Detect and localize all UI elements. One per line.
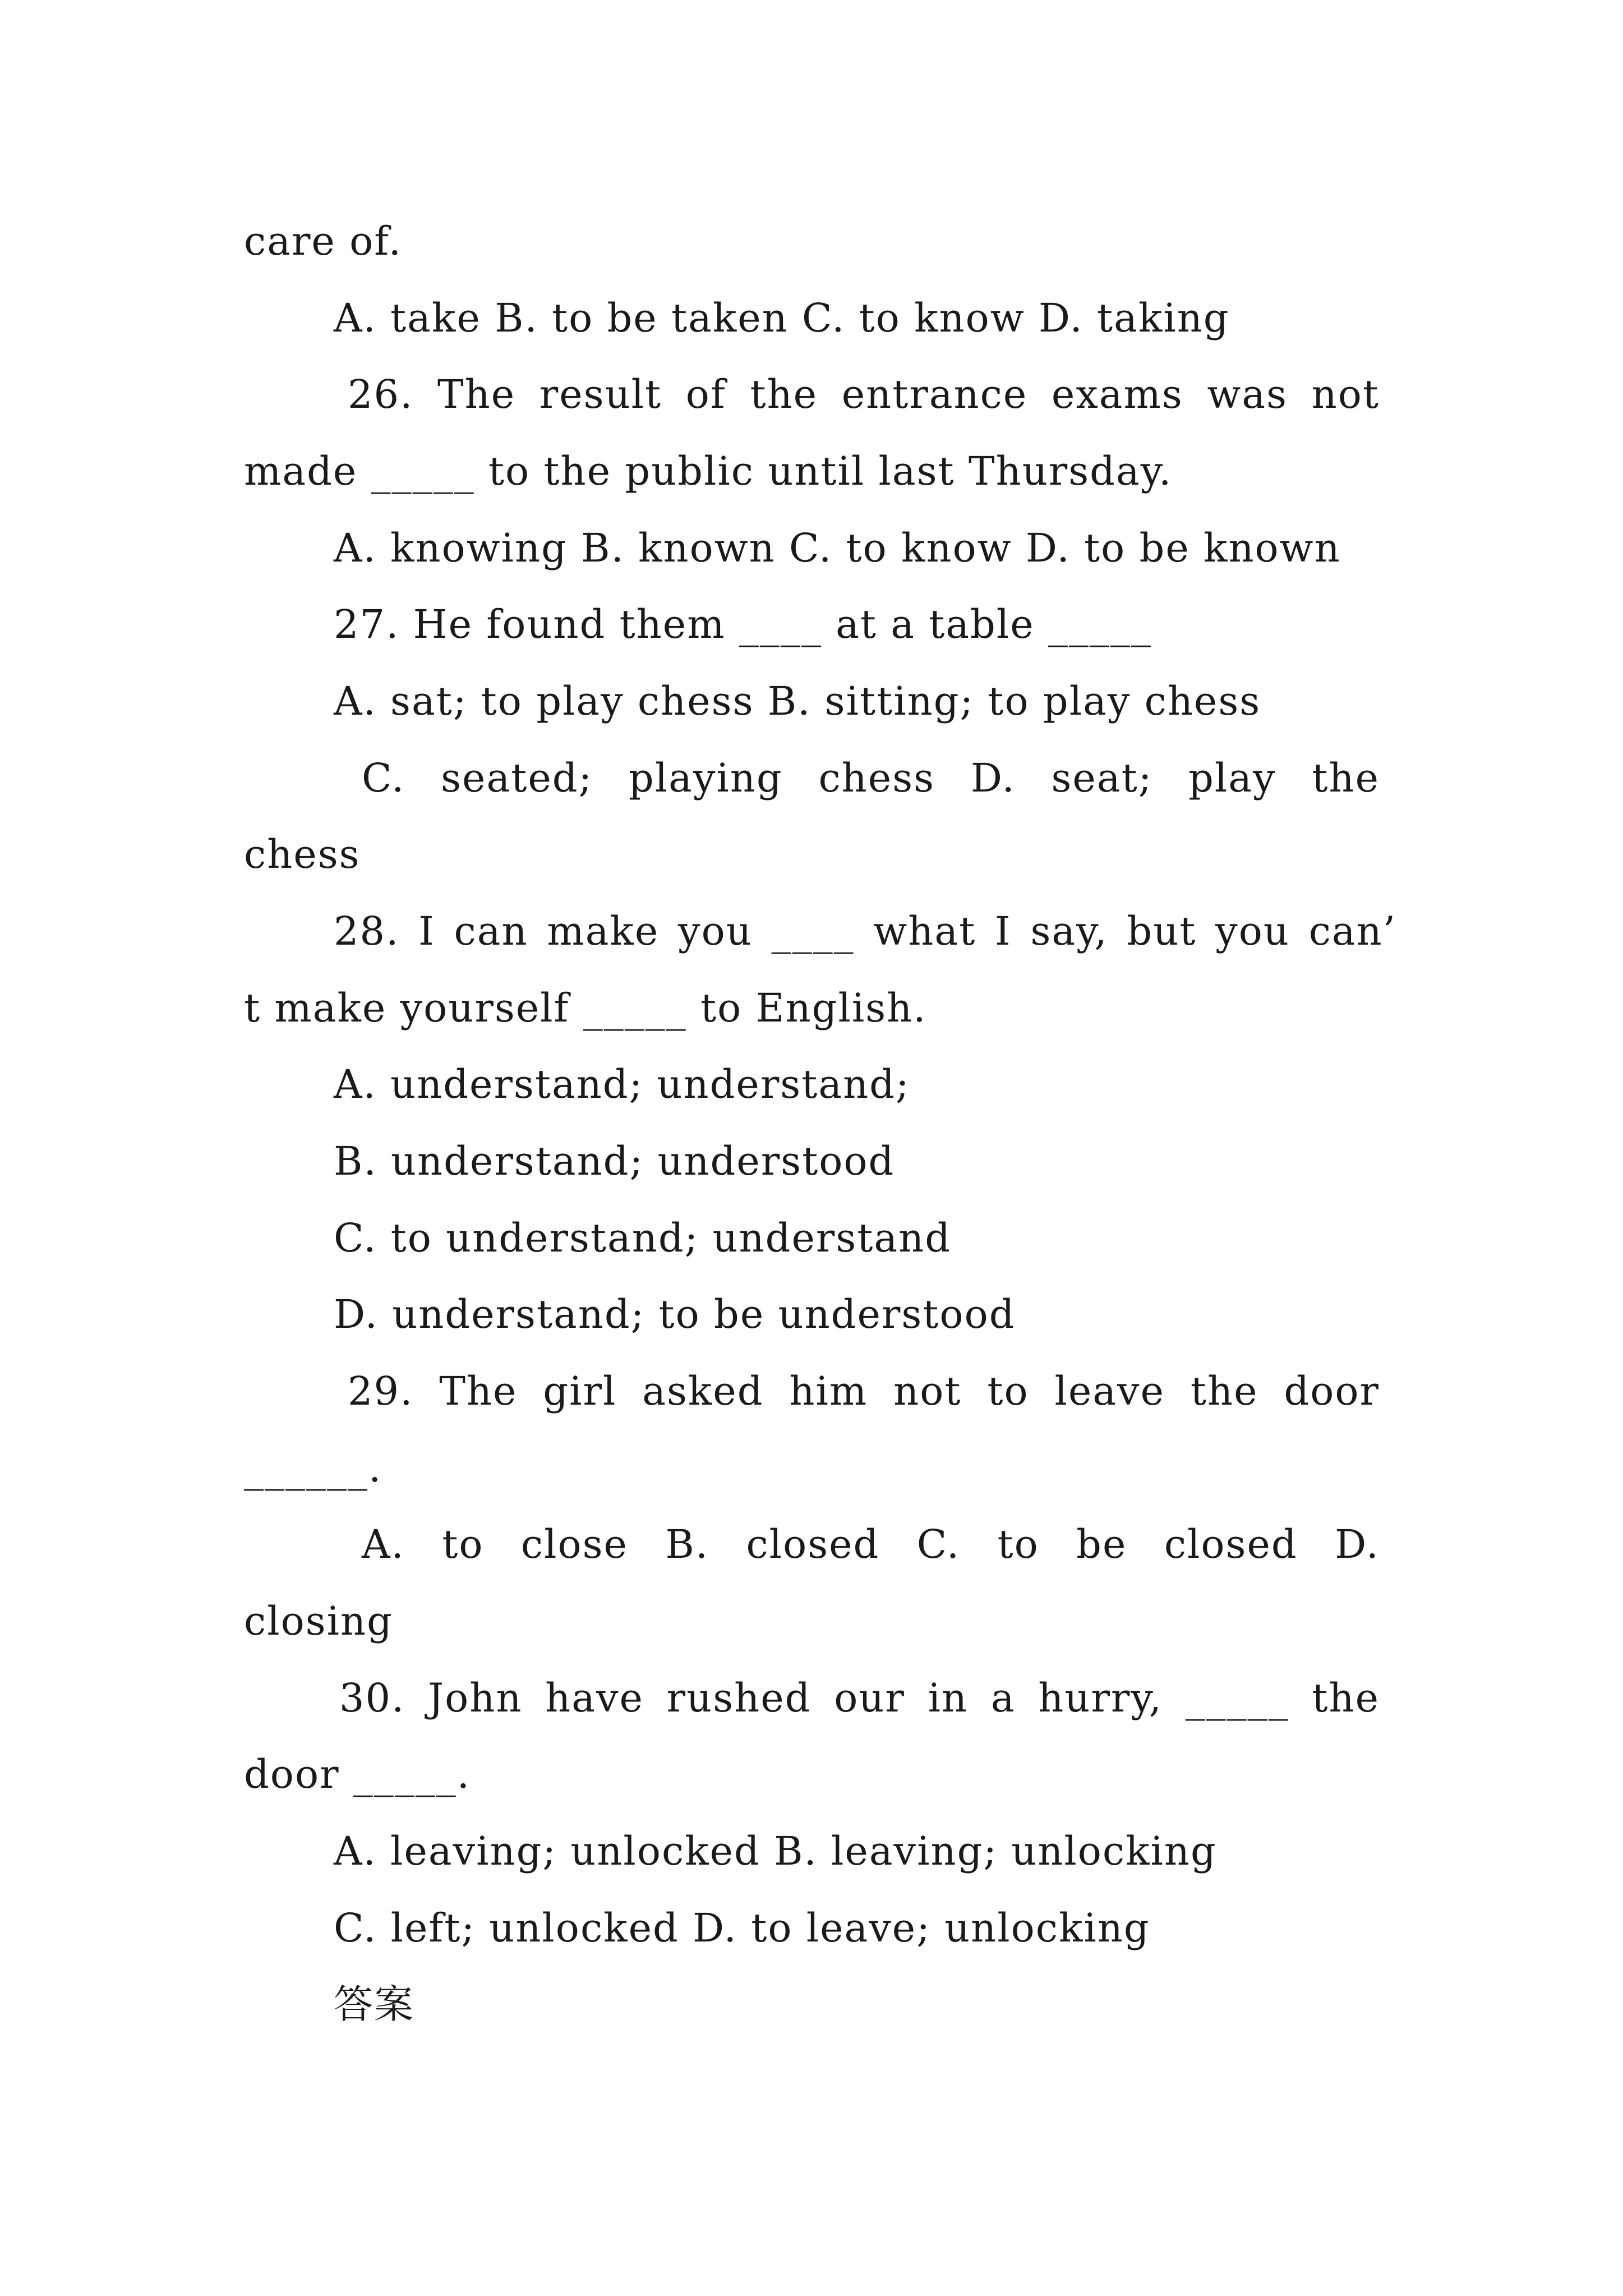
- option-line: D. understand; to be understood: [334, 1291, 1016, 1337]
- text-line: t make yourself _____ to English.: [244, 985, 927, 1031]
- question-29: 29. The girl asked him not to leave the door: [348, 1368, 1380, 1414]
- option-line: A. knowing B. known C. to know D. to be known: [334, 525, 1341, 571]
- option-line: A. to close B. closed C. to be closed D.: [362, 1521, 1380, 1567]
- question-26: 26. The result of the entrance exams was not: [348, 371, 1380, 417]
- option-line: A. leaving; unlocked B. leaving; unlocking: [334, 1828, 1217, 1874]
- option-line: A. take B. to be taken C. to know D. taking: [334, 295, 1230, 341]
- option-line: C. seated; playing chess D. seat; play the: [362, 755, 1380, 801]
- option-line: C. left; unlocked D. to leave; unlocking: [334, 1905, 1150, 1951]
- text-line: closing: [244, 1598, 393, 1644]
- answer-heading: 答案: [334, 1981, 414, 2027]
- question-28: 28. I can make you ____ what I say, but you can’: [334, 908, 1396, 954]
- text-line: care of.: [244, 218, 402, 264]
- text-line: ______.: [244, 1445, 382, 1491]
- text-line: door _____.: [244, 1751, 471, 1797]
- text-line: made _____ to the public until last Thursday.: [244, 448, 1173, 494]
- text-line: chess: [244, 831, 361, 877]
- question-27: 27. He found them ____ at a table _____: [334, 601, 1152, 647]
- option-line: C. to understand; understand: [334, 1215, 952, 1261]
- option-line: A. sat; to play chess B. sitting; to play chess: [334, 678, 1261, 724]
- question-30: 30. John have rushed our in a hurry, _____ the: [339, 1675, 1380, 1721]
- option-line: B. understand; understood: [334, 1138, 895, 1184]
- option-line: A. understand; understand;: [334, 1061, 910, 1107]
